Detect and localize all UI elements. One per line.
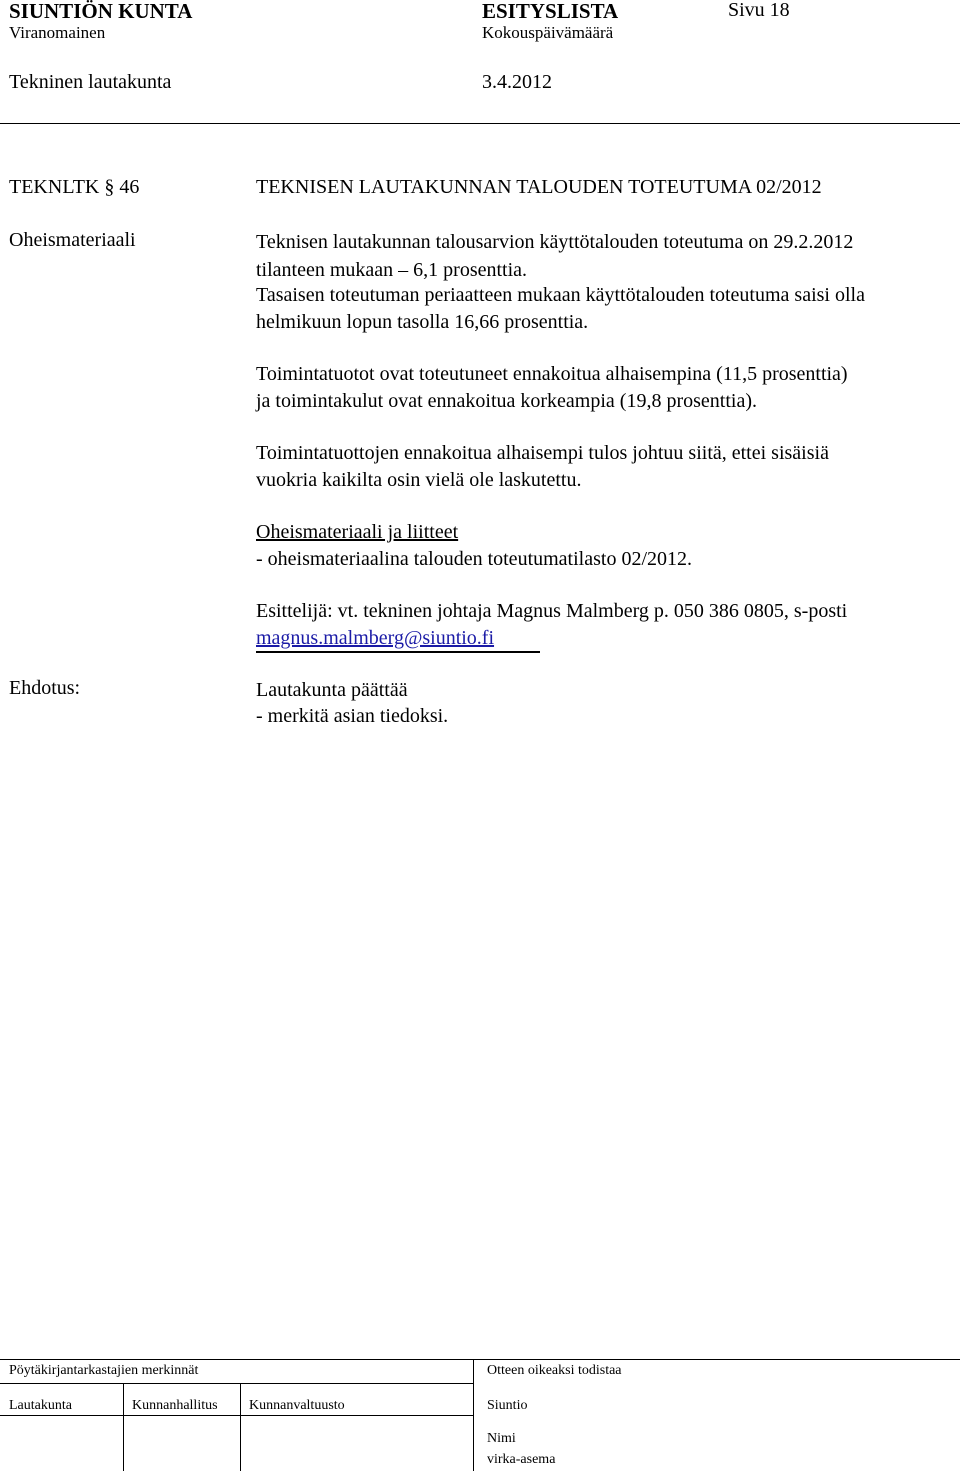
proposal-heading: Lautakunta päättää [256,679,408,701]
para3-line1: Toimintatuottojen ennakoitua alhaisempi tulos johtuu siitä, ettei sisäisiä [256,442,829,464]
footer-mid-divider [0,1383,473,1384]
footer-col-kunnanvaltuusto: Kunnanvaltuusto [249,1398,345,1413]
meeting-date-label: Kokouspäivämäärä [482,23,614,42]
footer-place: Siuntio [487,1398,528,1413]
proposal-item: - merkitä asian tiedoksi. [256,705,449,727]
para2-line1: Toimintatuotot ovat toteutuneet ennakoitua alhaisempina (11,5 prosenttia) [256,363,848,385]
authority-label: Viranomainen [9,23,106,42]
footer-certified-label: Otteen oikeaksi todistaa [487,1363,622,1378]
authority-name: Tekninen lautakunta [9,71,172,93]
footer-marks-label: Pöytäkirjantarkastajien merkinnät [9,1363,199,1378]
meeting-date: 3.4.2012 [482,71,552,93]
item-title: TEKNISEN LAUTAKUNNAN TALOUDEN TOTEUTUMA 02/2012 [256,176,822,198]
para1-line1: Teknisen lautakunnan talousarvion käyttötalouden toteutuma on 29.2.2012 [256,231,854,253]
para3-line2: vuokria kaikilta osin vielä ole laskutettu. [256,469,582,491]
footer-name-label: Nimi [487,1431,516,1446]
footer-col-lautakunta: Lautakunta [9,1398,72,1413]
footer-top-divider [0,1359,960,1360]
item-number: TEKNLTK § 46 [9,176,140,198]
footer-vline-2 [240,1383,241,1471]
footer-vline-1 [123,1383,124,1471]
para1-line2: tilanteen mukaan – 6,1 prosenttia. [256,259,528,281]
email-underline [256,651,540,653]
attachments-heading: Oheismateriaali ja liitteet [256,521,459,543]
presenter-email-link[interactable]: magnus.malmberg@siuntio.fi [256,627,495,649]
footer-position-label: virka-asema [487,1452,556,1467]
footer-col-kunnanhallitus: Kunnanhallitus [132,1398,218,1413]
para1-line4: helmikuun lopun tasolla 16,66 prosenttia. [256,311,589,333]
header-divider [0,123,960,124]
para1-line3: Tasaisen toteutuman periaatteen mukaan käyttötalouden toteutuma saisi olla [256,284,865,306]
footer-cols-divider [0,1415,473,1416]
para2-line2: ja toimintakulut ovat ennakoitua korkeampia (19,8 prosenttia). [256,390,757,412]
footer-vline-3 [473,1359,474,1471]
proposal-label: Ehdotus: [9,677,81,699]
page-number: Sivu 18 [728,0,790,21]
section-label: Oheismateriaali [9,229,136,251]
organization-name: SIUNTIÖN KUNTA [9,0,193,23]
document-type: ESITYSLISTA [482,0,619,23]
presenter-line: Esittelijä: vt. tekninen johtaja Magnus Malmberg p. 050 386 0805, s-posti [256,600,848,622]
attachment-item: - oheismateriaalina talouden toteutumatilasto 02/2012. [256,548,692,570]
